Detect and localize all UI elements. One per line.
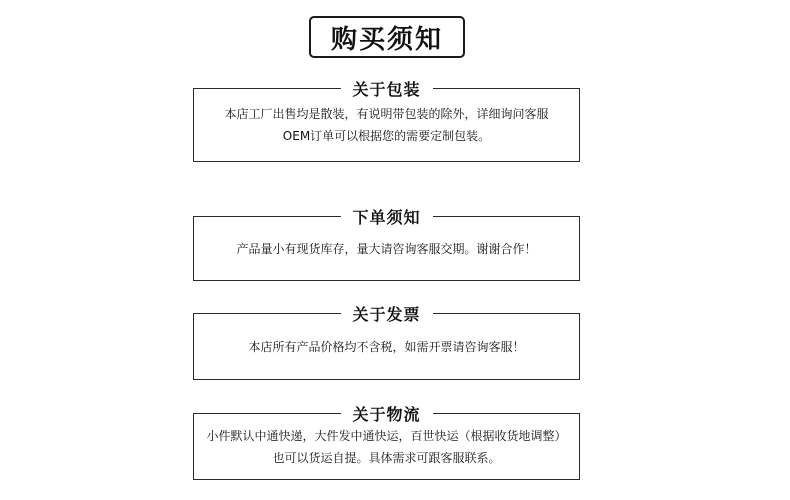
logistics-section	[193, 405, 580, 480]
ordering-line-1: 产品量小有现货库存，量大请咨询客服交期。谢谢合作！	[236, 241, 537, 256]
packaging-line-2: OEM订单可以根据您的需要定制包装。	[282, 129, 491, 143]
logistics-line-2: 也可以货运自提。具体需求可跟客服联系。	[272, 450, 501, 465]
packaging-section	[193, 80, 580, 162]
ordering-heading: 下单须知	[340, 205, 432, 228]
packaging-line-1: 本店工厂出售均是散装，有说明带包装的除外，详细询问客服	[224, 107, 549, 121]
invoice-line-1: 本店所有产品价格均不含税，如需开票请咨询客服！	[248, 339, 525, 354]
invoice-section	[193, 305, 580, 380]
logistics-line-1: 小件默认中通快递，大件发中通快运，百世快运（根据收货地调整）	[206, 428, 567, 443]
invoice-heading: 关于发票	[340, 302, 432, 325]
page-title: 购买须知	[309, 16, 465, 58]
ordering-section	[193, 208, 580, 281]
packaging-heading: 关于包装	[340, 77, 432, 100]
logistics-heading: 关于物流	[340, 402, 432, 425]
